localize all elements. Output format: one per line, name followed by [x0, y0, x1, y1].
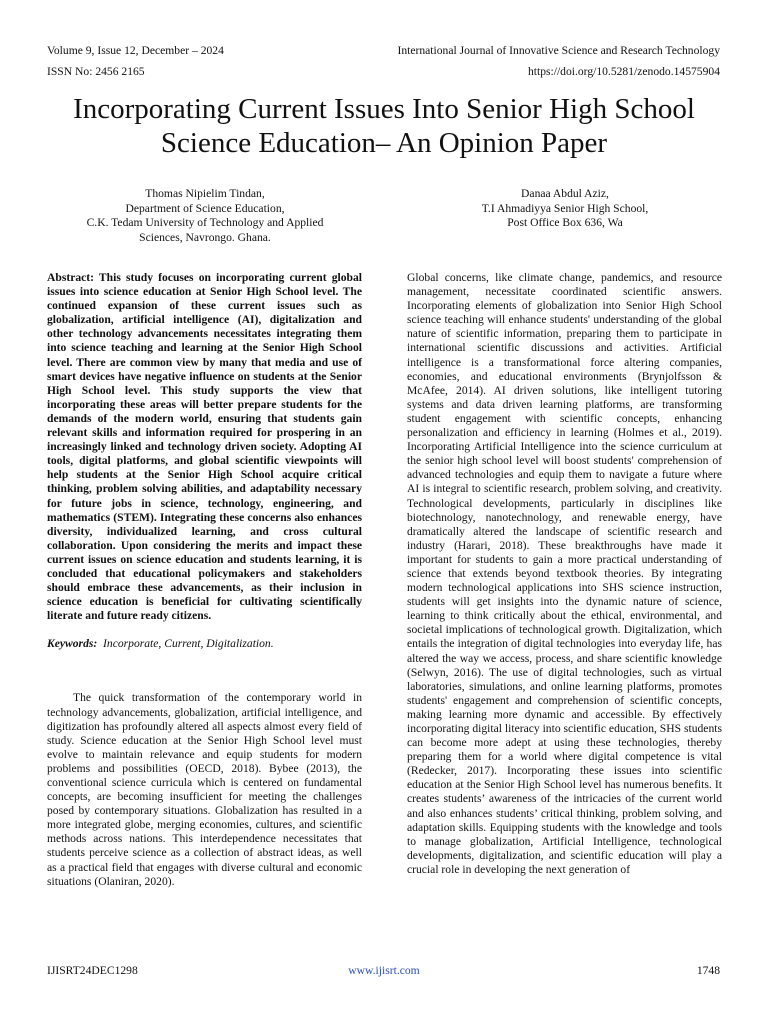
paper-title [20, 92, 748, 160]
doi-link[interactable]: https://doi.org/10.5281/zenodo.14575904 [527, 65, 720, 78]
paper-code: IJISRT24DEC1298 [47, 964, 138, 977]
intro-paragraph: The quick transformation of the contemporary world in technology advancements, globalization, artificial intelligence, and digitization has profoundly altered all aspects almost every field of study. Science education at the Senior High School level must evolve to maintain relevance and equip students for modern problems and possibilities (OECD, 2018). Bybee (2013), the conventional science curricula which is centered on fundamental concepts, are becoming insufficient for meeting the challenges posed by contemporary situations. Globalization has resulted in a more integrated globe, merging economies, cultures, and scientific methods across nations. This interdependence necessitates that students perceive science as a collection of abstract ideas, as well as a practical field that engages with diverse cultural and economic situations (Olaniran, 2020). [47, 691, 362, 888]
author-affiliation: Department of Science Education, [125, 201, 285, 215]
author-affiliation: Sciences, Navrongo. Ghana. [139, 230, 271, 244]
journal-name: International Journal of Innovative Science and Research Technology [397, 44, 720, 57]
right-column [407, 271, 722, 877]
title-line-2: Science Education– An Opinion Paper [160, 127, 608, 159]
volume-issue: Volume 9, Issue 12, December – 2024 [47, 44, 224, 57]
journal-website-link[interactable]: www.ijisrt.com [348, 964, 420, 977]
author-affiliation: C.K. Tedam University of Technology and Applied [86, 216, 324, 229]
left-column [47, 271, 362, 889]
abstract: Abstract: This study focuses on incorporating current global issues into science education at Senior High School level. The continued expansion of these current issues such as globalization, artificial intelligence (AI), digitalization and other technology advancements necessitates integrating them into science teaching and learning at the Senior High School level. There are common view by many that media and use of smart devices have negative influence on students at the Senior High School level. This study supports the view that incorporating these areas will better prepare students for the demands of the modern world, ensuring that students gain relevant skills and information required for prospering in an increasingly linked and technology driven society. Adopting AI tools, digital platforms, and global scientific viewpoints will help students at the Senior High School acquire critical thinking, problem solving abilities, and adaptability necessary for future jobs in science, technology, engineering, and mathematics (STEM). Integrating these concerns also enhances diversity, individualized learning, and cross cultural collaboration. Upon considering the merits and impact these current issues on science education and students learning, it is concluded that educational policymakers and stakeholders should embrace these advancements, as their inclusion in science education is beneficial for cultivating scientifically literate and future ready citizens. [47, 271, 362, 623]
keywords-label: Keywords: [47, 637, 98, 651]
author-block-2 [410, 187, 720, 231]
page-number: 1748 [696, 964, 720, 977]
title-line-1: Incorporating Current Issues Into Senior High School [73, 93, 695, 125]
keywords [47, 637, 362, 651]
author-name: Thomas Nipielim Tindan, [145, 187, 265, 200]
author-affiliation: T.I Ahmadiyya Senior High School, [481, 201, 649, 215]
keywords-text: Incorporate, Current, Digitalization. [103, 637, 274, 651]
author-name: Danaa Abdul Aziz, [521, 187, 609, 200]
body-paragraph: Global concerns, like climate change, pandemics, and resource management, necessitate coordinated scientific answers. Incorporating elements of globalization into Senior High School science teaching will enhance students' understanding of the global nature of scientific information, preparing them to participate in international scientific discussions and activities. Artificial intelligence is a transformational force altering companies, economies, and educational environments (Brynjolfsson & McAfee, 2014). AI driven solutions, like intelligent tutoring systems and data driven learning platforms, are transforming student engagement with scientific concepts, enhancing personalization and efficiency in learning (Holmes et al., 2019). Incorporating Artificial Intelligence into the science curriculum at the senior high school level will boost students' comprehension of advanced technologies and equip them to navigate a future where AI is integral to scientific research, problem solving, and creativity. Technological developments, particularly in disciplines like biotechnology, nanotechnology, and renewable energy, have dramatically altered the landscape of scientific research and industry (Harari, 2018). These breakthroughs have made it important for students to gain a more practical understanding of science that extends beyond textbook theories. By integrating modern technological applications into SHS science instruction, students will get insights into the dynamic nature of science, learning to think critically about the ethical, environmental, and societal implications of technological growth. Digitalization, which entails the integration of digital technologies into everyday life, has altered the way we access, process, and share scientific knowledge (Selwyn, 2016). The use of digital technologies, such as virtual laboratories, simulations, and online learning platforms, promotes students' engagement and comprehension of scientific concepts, making learning more dynamic and accessible. By effectively incorporating digital literacy into scientific education, SHS students can become more adept at using these technologies, thereby preparing them for a world where digital competence is vital (Redecker, 2017). Incorporating these issues into scientific education at the Senior High School level has numerous benefits. It creates students’ awareness of the intricacies of the current world and also enhances students’ critical thinking, problem solving, and adaptation skills. Equipping students with the knowledge and tools to manage globalization, Artificial Intelligence, technological developments, digitalization, and scientific education will play a crucial role in developing the next generation of [407, 271, 722, 876]
author-affiliation: Post Office Box 636, Wa [507, 216, 623, 229]
author-block-1 [40, 187, 370, 245]
issn: ISSN No: 2456 2165 [47, 65, 145, 78]
